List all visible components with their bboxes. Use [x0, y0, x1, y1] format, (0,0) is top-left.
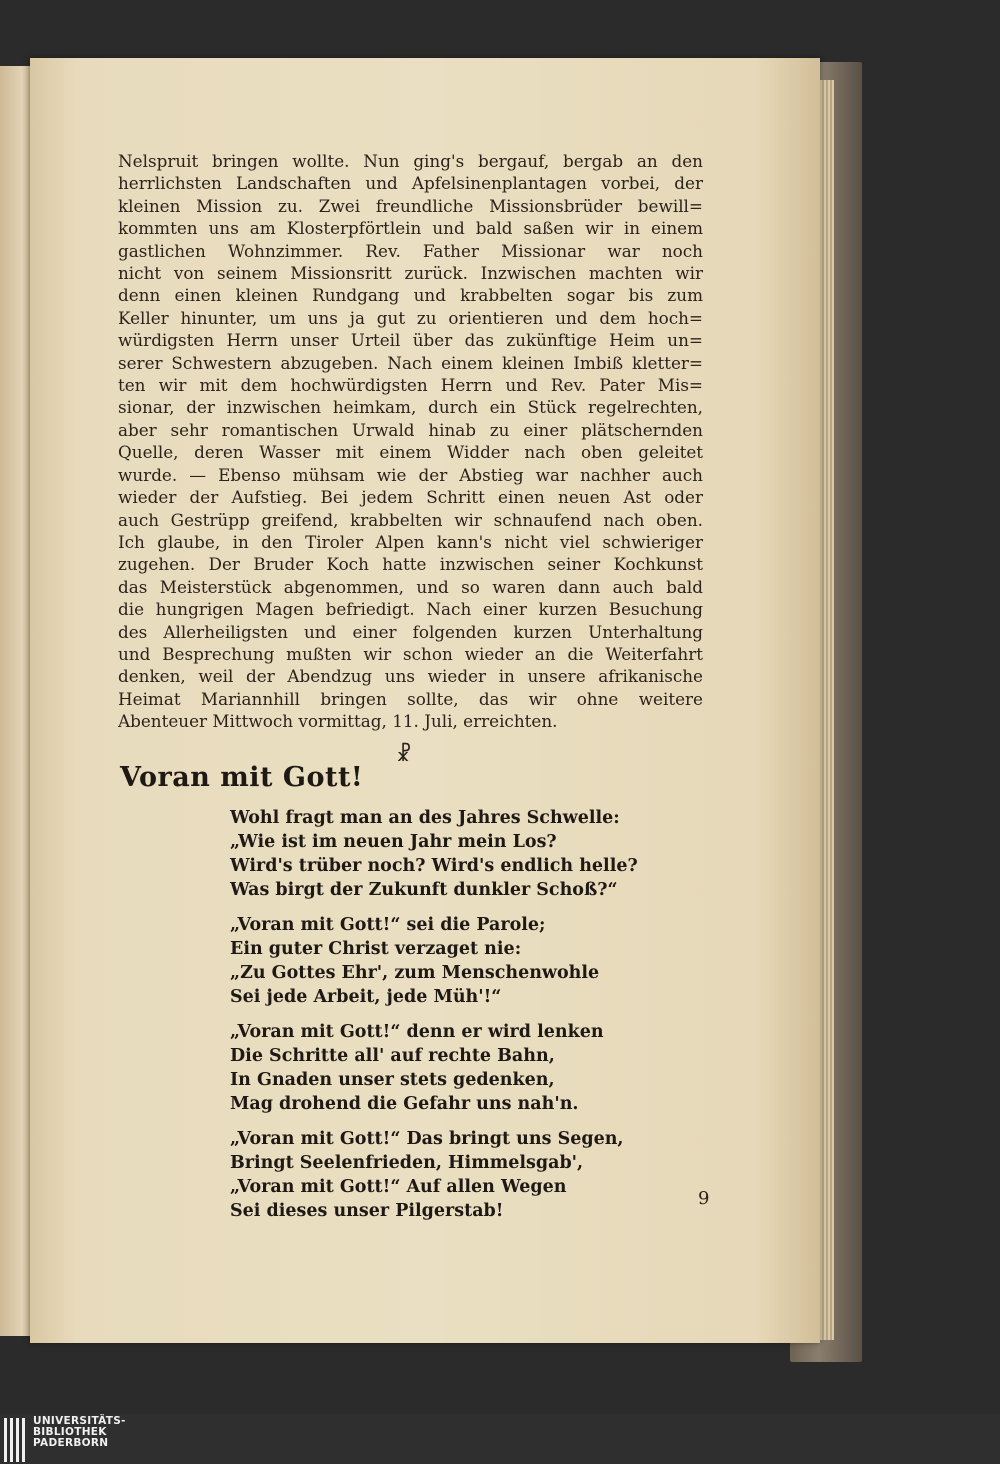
- prose-line: denn einen kleinen Rundgang und krabbelten sogar bis zum: [118, 285, 703, 306]
- poem-line: Ein guter Christ verzaget nie:: [230, 939, 522, 959]
- prose-line: kommten uns am Klosterpförtlein und bald saßen wir in einem: [118, 218, 703, 239]
- prose-line: und Besprechung mußten wir schon wieder an die Weiterfahrt: [118, 643, 703, 664]
- poem-stanza: [230, 806, 650, 902]
- prose-line: Abenteuer Mittwoch vormittag, 11. Juli, erreichten.: [118, 711, 558, 732]
- poem-line: Die Schritte all' auf rechte Bahn,: [230, 1046, 555, 1066]
- poem-line: Sei dieses unser Pilgerstab!: [230, 1201, 504, 1221]
- prose-line: Quelle, deren Wasser mit einem Widder nach oben geleitet: [118, 442, 703, 463]
- prose-line: herrlichsten Landschaften und Apfelsinenplantagen vorbei, der: [118, 173, 703, 194]
- poem-line: „Voran mit Gott!“ denn er wird lenken: [230, 1022, 604, 1042]
- logo-line: PADERBORN: [33, 1437, 109, 1449]
- prose-line: Keller hinunter, um uns ja gut zu orientieren und dem hoch=: [118, 307, 703, 328]
- library-logo: [4, 1416, 126, 1462]
- prose-line: Nelspruit bringen wollte. Nun ging's bergauf, bergab an den: [118, 151, 703, 171]
- poem-line: „Voran mit Gott!“ Auf allen Wegen: [230, 1177, 567, 1197]
- poem-stanza: [230, 1127, 650, 1223]
- prose-line: ten wir mit dem hochwürdigsten Herrn und Rev. Pater Mis=: [118, 375, 703, 396]
- prose-line: des Allerheiligsten und einer folgenden kurzen Unterhaltung: [118, 621, 703, 642]
- poem-line: „Wie ist im neuen Jahr mein Los?: [230, 832, 557, 852]
- footer-bar: [0, 1414, 1000, 1464]
- logo-line: BIBLIOTHEK: [33, 1426, 107, 1438]
- prose-line: auch Gestrüpp greifend, krabbelten wir schnaufend nach oben.: [118, 509, 703, 530]
- poem-line: „Voran mit Gott!“ sei die Parole;: [230, 915, 546, 935]
- library-logo-icon: [4, 1418, 25, 1462]
- prose-text: [118, 150, 703, 733]
- prose-line: würdigsten Herrn unser Urteil über das zukünftige Heim un=: [118, 330, 703, 351]
- poem-line: „Voran mit Gott!“ Das bringt uns Segen,: [230, 1129, 624, 1149]
- prose-line: das Meisterstück abgenommen, und so waren dann auch bald: [118, 576, 703, 597]
- poem-stanza: [230, 913, 650, 1009]
- poem: [230, 806, 650, 1234]
- poem-line: Sei jede Arbeit, jede Müh'!“: [230, 987, 502, 1007]
- prose-line: die hungrigen Magen befriedigt. Nach einer kurzen Besuchung: [118, 599, 703, 620]
- prose-line: serer Schwestern abzugeben. Nach einem kleinen Imbiß kletter=: [118, 352, 703, 373]
- poem-line: „Zu Gottes Ehr', zum Menschenwohle: [230, 963, 600, 983]
- prose-line: Heimat Mariannhill bringen sollte, das wir ohne weitere: [118, 688, 703, 709]
- poem-line: In Gnaden unser stets gedenken,: [230, 1070, 555, 1090]
- prose-line: nicht von seinem Missionsritt zurück. Inzwischen machten wir: [118, 263, 703, 284]
- poem-line: Mag drohend die Gefahr uns nah'n.: [230, 1094, 579, 1114]
- prose-line: sionar, der inzwischen heimkam, durch ein Stück regelrechten,: [118, 397, 703, 418]
- prose-line: aber sehr romantischen Urwald hinab zu einer plätschernden: [118, 419, 703, 440]
- page-number: 9: [698, 1188, 710, 1209]
- poem-line: Was birgt der Zukunft dunkler Schoß?“: [230, 880, 618, 900]
- logo-line: UNIVERSITÄTS-: [33, 1415, 126, 1427]
- prose-line: wieder der Aufstieg. Bei jedem Schritt einen neuen Ast oder: [118, 487, 703, 508]
- prose-line: wurde. — Ebenso mühsam wie der Abstieg war nachher auch: [118, 464, 703, 485]
- prose-line: gastlichen Wohnzimmer. Rev. Father Missionar war noch: [118, 240, 703, 261]
- prose-line: zugehen. Der Bruder Koch hatte inzwischen seiner Kochkunst: [118, 554, 703, 575]
- poem-line: Wird's trüber noch? Wird's endlich helle?: [230, 856, 638, 876]
- library-logo-text: [33, 1416, 126, 1449]
- chi-rho-ornament-icon: ☧: [396, 742, 412, 766]
- prose-line: denken, weil der Abendzug uns wieder in unsere afrikanische: [118, 666, 703, 687]
- prose-line: Ich glaube, in den Tiroler Alpen kann's nicht viel schwieriger: [118, 531, 703, 552]
- poem-line: Wohl fragt man an des Jahres Schwelle:: [230, 808, 620, 828]
- poem-line: Bringt Seelenfrieden, Himmelsgab',: [230, 1153, 584, 1173]
- poem-title: Voran mit Gott!: [120, 762, 364, 793]
- prose-line: kleinen Mission zu. Zwei freundliche Missionsbrüder bewill=: [118, 195, 703, 216]
- poem-stanza: [230, 1020, 650, 1116]
